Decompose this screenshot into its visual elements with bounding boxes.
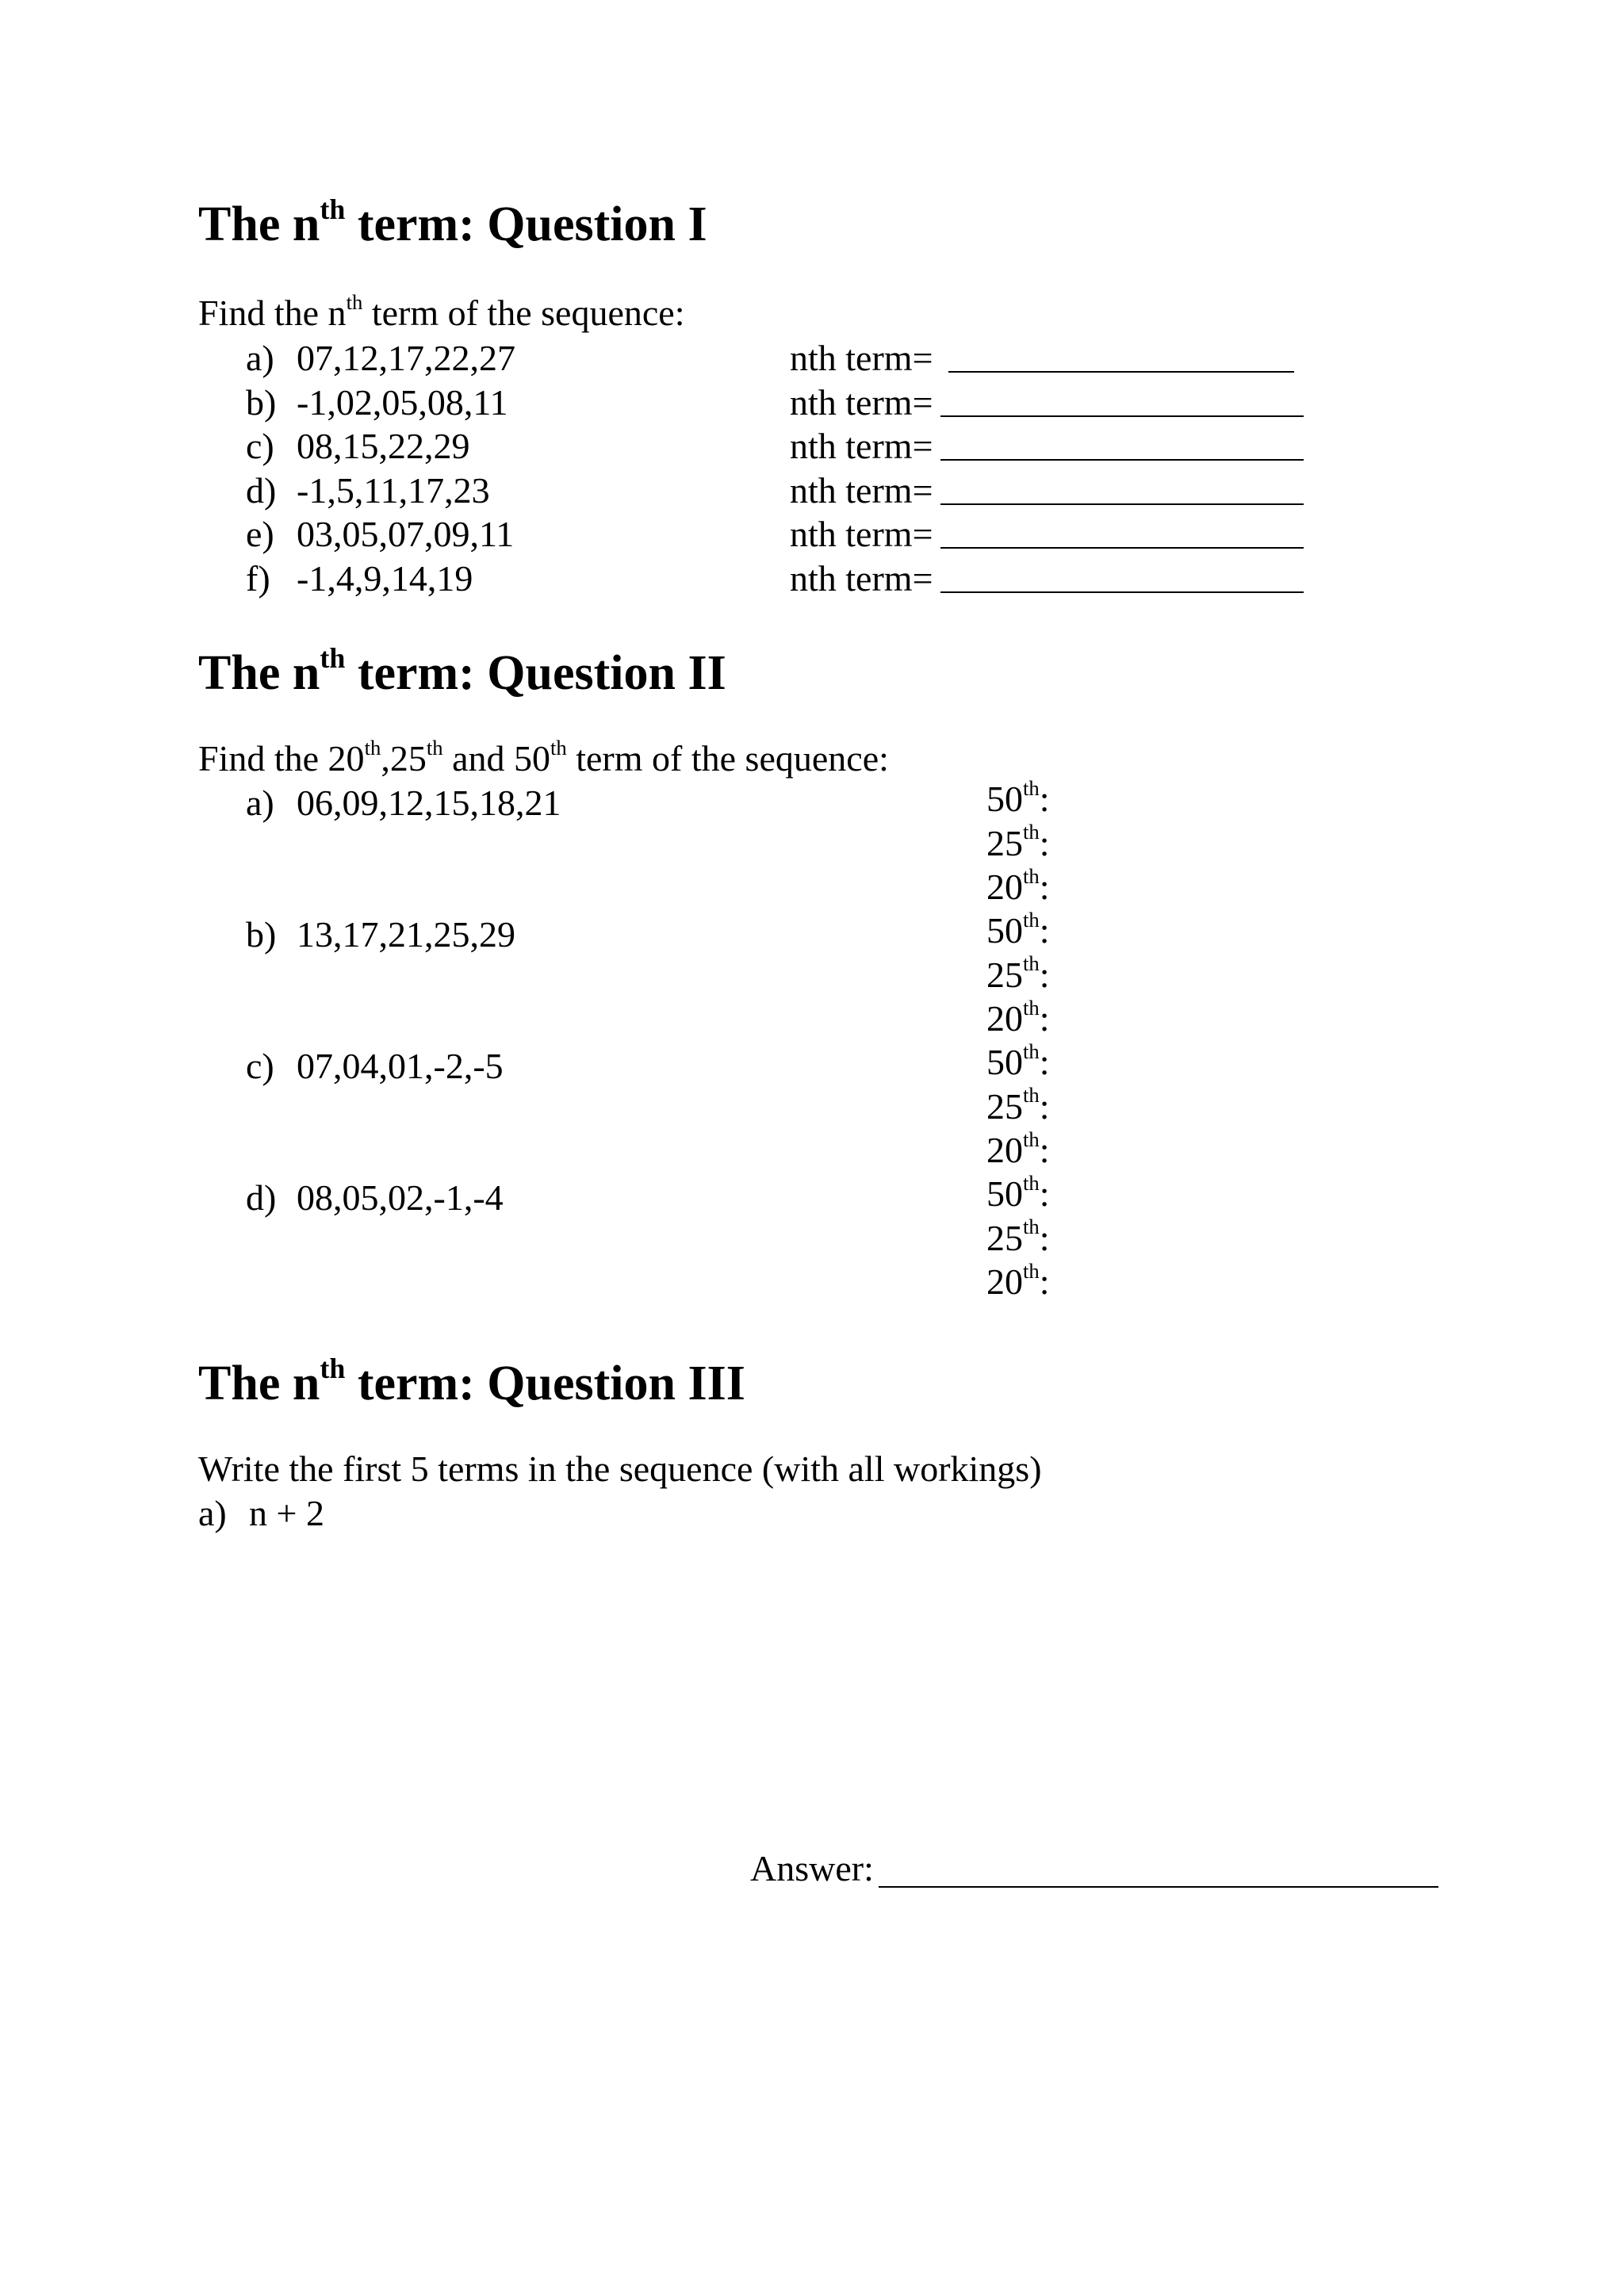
q1-item-c xyxy=(246,424,1356,469)
term-sup: th xyxy=(1023,951,1040,976)
q3-heading-sup: th xyxy=(320,1352,346,1384)
item-sequence: 08,05,02,-1,-4 xyxy=(297,1177,504,1218)
term-label-25th xyxy=(986,953,1050,997)
item-sequence: 13,17,21,25,29 xyxy=(297,914,515,955)
term-colon: : xyxy=(1039,1261,1050,1302)
item-sequence: 07,04,01,-2,-5 xyxy=(297,1046,504,1086)
term-number: 50 xyxy=(986,1042,1023,1082)
nth-term-answer-blank[interactable] xyxy=(940,547,1304,549)
term-colon: : xyxy=(1039,998,1050,1039)
nth-term-label: nth term= xyxy=(790,426,933,466)
nth-term-label: nth term= xyxy=(790,557,933,599)
q1-heading-text-rest: term: Question I xyxy=(345,197,707,251)
answer-label: Answer: xyxy=(750,1848,874,1888)
q3-prompt: Write the first 5 terms in the sequence (with all workings) xyxy=(198,1448,1042,1489)
q1-item-f xyxy=(246,557,1356,601)
term-label-50th xyxy=(986,909,1050,953)
item-sequence: -1,5,11,17,23 xyxy=(297,469,490,511)
item-expression: n + 2 xyxy=(249,1493,324,1533)
term-colon: : xyxy=(1039,779,1050,819)
item-letter: c) xyxy=(246,1046,274,1086)
term-label-25th xyxy=(986,1085,1050,1129)
term-label-20th xyxy=(986,1260,1050,1304)
q1-prompt-text: Find the n xyxy=(198,293,347,333)
nth-term-answer-blank[interactable] xyxy=(940,503,1304,505)
term-number: 50 xyxy=(986,910,1023,951)
term-sup: th xyxy=(1023,775,1040,800)
q2-b-term-labels xyxy=(986,909,1050,1041)
term-sup: th xyxy=(1023,1170,1040,1195)
q2-heading-text: The n xyxy=(198,646,320,700)
term-colon: : xyxy=(1039,1042,1050,1082)
q1-item-list xyxy=(246,336,1356,600)
q3-heading-text-rest: term: Question III xyxy=(345,1357,745,1410)
q2-d-term-labels xyxy=(986,1172,1050,1304)
nth-term-answer-blank[interactable] xyxy=(940,459,1304,461)
term-sup: th xyxy=(1023,907,1040,932)
term-label-25th xyxy=(986,821,1050,866)
item-letter: c) xyxy=(246,426,274,466)
term-colon: : xyxy=(1039,954,1050,995)
q1-prompt-text-rest: term of the sequence: xyxy=(362,293,685,333)
q3-heading-text: The n xyxy=(198,1357,320,1410)
q1-heading-text: The n xyxy=(198,197,320,251)
term-colon: : xyxy=(1039,867,1050,907)
item-sequence: 03,05,07,09,11 xyxy=(297,514,515,554)
term-label-50th xyxy=(986,1172,1050,1216)
term-label-50th xyxy=(986,777,1050,821)
q2-heading-text-rest: term: Question II xyxy=(345,646,726,700)
nth-term-answer-blank[interactable] xyxy=(940,591,1304,593)
term-colon: : xyxy=(1039,1085,1050,1127)
answer-blank[interactable] xyxy=(879,1886,1438,1888)
term-sup: th xyxy=(1023,1258,1040,1283)
nth-term-answer-blank[interactable] xyxy=(940,415,1304,417)
item-letter: a) xyxy=(246,338,274,378)
term-number: 25 xyxy=(986,1217,1023,1258)
term-sup: th xyxy=(1023,1039,1040,1063)
q2-heading xyxy=(198,641,726,700)
nth-term-label: nth term= xyxy=(790,338,933,378)
q2-c-term-labels xyxy=(986,1040,1050,1173)
term-sup: th xyxy=(1023,1127,1040,1151)
q1-heading-sup: th xyxy=(320,193,346,225)
nth-term-answer-blank[interactable] xyxy=(948,371,1294,373)
item-sequence: -1,4,9,14,19 xyxy=(297,557,473,599)
term-colon: : xyxy=(1039,910,1050,951)
term-number: 50 xyxy=(986,779,1023,819)
item-letter: d) xyxy=(246,469,277,511)
item-sequence: 07,12,17,22,27 xyxy=(297,338,515,378)
q2-prompt-part: ,25 xyxy=(381,738,427,779)
item-letter: e) xyxy=(246,514,274,554)
nth-term-label: nth term= xyxy=(790,381,933,423)
term-number: 20 xyxy=(986,867,1023,907)
item-letter: a) xyxy=(246,783,274,823)
q1-item-d xyxy=(246,469,1356,513)
term-number: 25 xyxy=(986,1085,1023,1127)
q2-prompt-sup: th xyxy=(550,735,567,760)
q1-item-a xyxy=(246,336,1356,381)
term-sup: th xyxy=(1023,1215,1040,1239)
item-letter: b) xyxy=(246,381,277,423)
item-sequence: 06,09,12,15,18,21 xyxy=(297,783,561,823)
term-label-20th xyxy=(986,865,1050,909)
q2-a-term-labels xyxy=(986,777,1050,909)
q2-heading-sup: th xyxy=(320,641,346,674)
nth-term-label: nth term= xyxy=(790,514,933,554)
term-colon: : xyxy=(1039,1130,1050,1170)
term-label-50th xyxy=(986,1040,1050,1085)
q2-prompt-sup: th xyxy=(364,735,381,760)
item-letter: b) xyxy=(246,914,277,955)
q2-prompt-part: term of the sequence: xyxy=(566,738,889,779)
term-sup: th xyxy=(1023,820,1040,844)
term-label-20th xyxy=(986,1128,1050,1173)
term-number: 20 xyxy=(986,998,1023,1039)
item-letter: a) xyxy=(198,1493,227,1533)
term-label-25th xyxy=(986,1216,1050,1261)
item-sequence: -1,02,05,08,11 xyxy=(297,381,508,423)
term-number: 20 xyxy=(986,1130,1023,1170)
term-number: 25 xyxy=(986,822,1023,863)
q1-prompt-sup: th xyxy=(346,289,363,314)
q2-prompt-part: Find the 20 xyxy=(198,738,365,779)
q2-prompt-part: and 50 xyxy=(442,738,550,779)
term-sup: th xyxy=(1023,1083,1040,1108)
item-sequence: 08,15,22,29 xyxy=(297,426,470,466)
item-letter: f) xyxy=(246,557,270,599)
term-colon: : xyxy=(1039,822,1050,863)
term-colon: : xyxy=(1039,1173,1050,1214)
item-letter: d) xyxy=(246,1177,277,1218)
q2-prompt-sup: th xyxy=(426,735,443,760)
term-sup: th xyxy=(1023,995,1040,1020)
term-number: 20 xyxy=(986,1261,1023,1302)
q2-prompt xyxy=(198,735,889,779)
term-colon: : xyxy=(1039,1217,1050,1258)
q1-item-e xyxy=(246,512,1356,557)
q1-heading xyxy=(198,193,707,251)
term-sup: th xyxy=(1023,863,1040,888)
term-label-20th xyxy=(986,997,1050,1041)
term-number: 25 xyxy=(986,954,1023,995)
nth-term-label: nth term= xyxy=(790,469,933,511)
q3-heading xyxy=(198,1352,745,1410)
q1-item-b xyxy=(246,381,1356,425)
q1-prompt xyxy=(198,289,685,333)
term-number: 50 xyxy=(986,1173,1023,1214)
